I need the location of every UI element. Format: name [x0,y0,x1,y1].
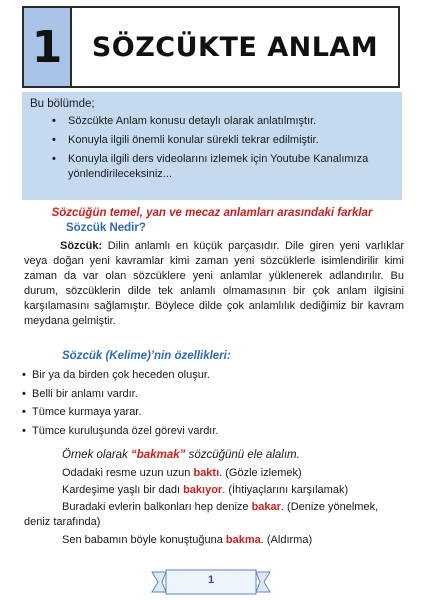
sentence-text: Sen babamın böyle konuştuğuna [62,534,226,546]
highlight-word: bakıyor [183,484,223,496]
features-heading: Sözcük (Kelime)’nin özellikleri: [62,350,231,362]
feature-item: • Bir ya da birden çok heceden oluşur. [22,366,218,385]
example-intro-after: sözcüğünü ele alalım. [185,449,300,461]
definition-paragraph [24,239,404,329]
example-sentences [24,466,404,550]
example-intro-before: Örnek olarak [62,449,132,461]
features-list [22,366,218,440]
sentence-meaning: . (Aldırma) [260,534,313,546]
highlight-word: bakar [251,501,281,513]
example-continuation: deniz tarafında) [24,516,101,528]
page-title: SÖZCÜKTE ANLAM [91,31,379,63]
example-sentence [24,483,404,498]
intro-item: • Konuyla ilgili önemli konular sürekli tekrar edilmiştir. [52,133,394,148]
sentence-meaning: . (İhtiyaçlarını karşılamak) [222,484,349,496]
example-intro [62,449,300,461]
sub-heading: Sözcük Nedir? [66,222,146,234]
feature-item: • Tümce kuruluşunda özel görevi vardır. [22,422,218,441]
title-area [72,8,398,86]
page-number: 1 [207,574,215,586]
example-sentence [24,500,404,515]
intro-title: Bu bölümde; [30,98,95,110]
highlight-word: baktı [193,467,220,479]
chapter-number: 1 [31,21,63,73]
definition-text: Dilin anlamlı en küçük parçasıdır. Dile giren yeni varlıklar veya doğan yeni kavramlar kimi zaman yeni sözcüklerle isimlendirilir kimi zaman da var olan sözcüklere yeni anlamlar yüklenerek adlandırılır. Bu durum, sözcüklerin dilde tek anlamlı olmamasının bir çok anlam ilgisini karşılamasını sağlamıştır. Böylece dilde çok anlamlılık dediğimiz bir kavram meydana gelmiştir. [24,240,404,327]
feature-item: • Belli bir anlamı vardır. [22,385,218,404]
example-sentence [24,466,404,481]
example-word: “bakmak” [131,449,186,461]
sentence-text: Odadaki resme uzun uzun [62,467,194,479]
intro-item: • Sözcükte Anlam konusu detaylı olarak anlatılmıştır. [52,114,394,129]
sentence-text: Kardeşime yaşlı bir dadı [62,484,184,496]
sentence-meaning: . (Gözle izlemek) [219,467,302,479]
feature-item: • Tümce kurmaya yarar. [22,403,218,422]
sentence-text: Buradaki evlerin balkonları hep denize [62,501,252,513]
intro-list [30,114,394,182]
definition-term: Sözcük: [60,240,103,252]
highlight-word: bakma [225,534,261,546]
intro-item: • Konuyla ilgili ders videolarını izlemek için Youtube Kanalımıza yönlendirileceksiniz... [52,152,394,182]
chapter-number-box [24,8,72,86]
section-heading: Sözcüğün temel, yan ve mecaz anlamları arasındaki farklar [51,207,373,219]
example-sentence [24,533,404,548]
intro-box [22,92,402,200]
chapter-header [22,6,400,88]
sentence-meaning: . (Denize yönelmek, [280,501,379,513]
